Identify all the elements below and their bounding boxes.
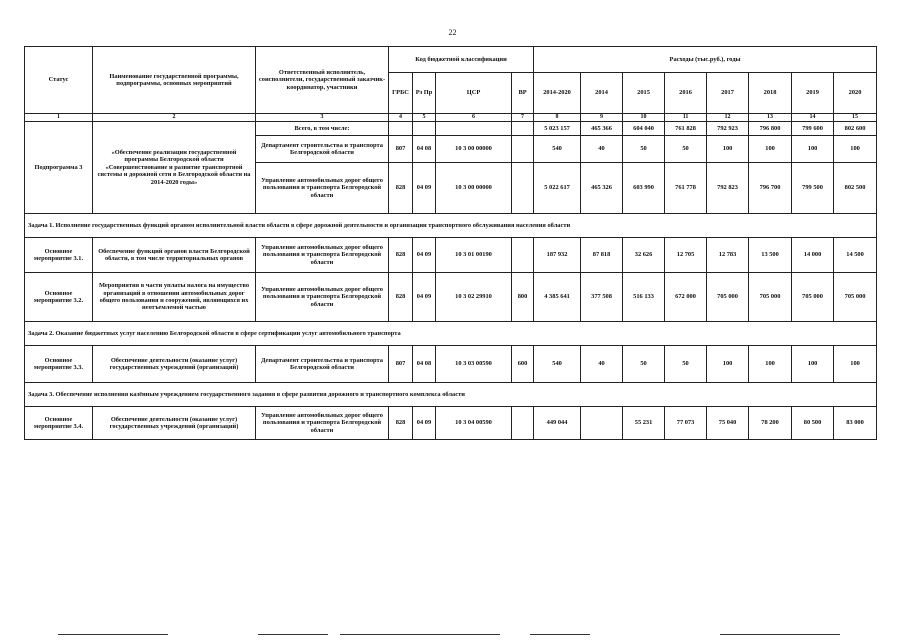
cell-amount: 50 (623, 136, 665, 163)
budget-table (24, 46, 877, 440)
row-name: Обеспечение деятельности (оказание услуг) государственных учреждений (организаций) (93, 346, 256, 383)
cell-amount: 799 600 (792, 122, 834, 136)
column-number: 2 (93, 114, 256, 122)
cell-amount: 672 000 (665, 273, 707, 322)
cell-csr: 10 3 00 00000 (436, 136, 512, 163)
cell-rzpr: 04 08 (413, 346, 436, 383)
cell-amount: 14 000 (792, 238, 834, 273)
cell-amount: 40 (581, 136, 623, 163)
cell-amount: 5 022 617 (534, 163, 581, 214)
column-number: 6 (436, 114, 512, 122)
cell-amount: 187 932 (534, 238, 581, 273)
cell-grbs: 807 (389, 346, 413, 383)
header-status: Статус (25, 47, 93, 114)
cell-amount: 100 (707, 136, 749, 163)
cell-vr (512, 407, 534, 440)
cell-amount: 100 (834, 136, 877, 163)
header-year: 2017 (707, 73, 749, 114)
cell-grbs: 828 (389, 407, 413, 440)
scan-line (58, 634, 168, 635)
row-executor: Всего, в том числе: (256, 122, 389, 136)
header-expenses: Расходы (тыс.руб.), годы (534, 47, 877, 73)
cell-amount: 14 500 (834, 238, 877, 273)
cell-vr (512, 136, 534, 163)
column-number: 14 (792, 114, 834, 122)
table-row (25, 273, 877, 322)
cell-amount: 603 990 (623, 163, 665, 214)
column-number: 8 (534, 114, 581, 122)
row-status: Основное мероприятие 3.1. (25, 238, 93, 273)
cell-amount: 100 (792, 346, 834, 383)
header-year: 2020 (834, 73, 877, 114)
task-3-title: Задача 3. Обеспечение исполнения казённым учреждением государственного задания в сфере развития дорожного и транспортного комплекса области (25, 383, 877, 407)
subprogram-name: «Обеспечение реализации государственной программы Белгородской области «Совершенствование и развитие транспортной системы и дорожной сети в Белгородской области на 2014-2020 годы» (93, 122, 256, 214)
cell-amount: 705 000 (792, 273, 834, 322)
cell-amount: 465 326 (581, 163, 623, 214)
cell-vr (512, 238, 534, 273)
cell-csr: 10 3 04 00590 (436, 407, 512, 440)
scan-line (258, 634, 328, 635)
cell-amount: 87 818 (581, 238, 623, 273)
cell-rzpr: 04 09 (413, 238, 436, 273)
cell-amount: 12 705 (665, 238, 707, 273)
footer-scan-lines (0, 634, 905, 638)
cell-amount: 377 508 (581, 273, 623, 322)
cell-vr (512, 122, 534, 136)
row-executor: Департамент строительства и транспорта Белгородской области (256, 136, 389, 163)
cell-rzpr: 04 08 (413, 136, 436, 163)
header-year: 2014 (581, 73, 623, 114)
header-rzpr: Рз Пр (413, 73, 436, 114)
scan-line (720, 634, 840, 635)
header-vr: ВР (512, 73, 534, 114)
cell-amount: 77 073 (665, 407, 707, 440)
cell-amount: 75 040 (707, 407, 749, 440)
task-row (25, 322, 877, 346)
column-number: 9 (581, 114, 623, 122)
task-row (25, 383, 877, 407)
cell-csr (436, 122, 512, 136)
table-row (25, 407, 877, 440)
task-2-title: Задача 2. Оказание бюджетных услуг населению Белгородской области в сфере сертификации услуг автомобильного транспорта (25, 322, 877, 346)
header-row (25, 47, 877, 73)
header-program-name: Наименование государственной программы, подпрограммы, основных мероприятий (93, 47, 256, 114)
cell-amount: 799 500 (792, 163, 834, 214)
cell-csr: 10 3 00 00000 (436, 163, 512, 214)
cell-amount: 100 (792, 136, 834, 163)
cell-vr (512, 163, 534, 214)
column-number: 11 (665, 114, 707, 122)
column-number-row (25, 114, 877, 122)
cell-amount: 12 783 (707, 238, 749, 273)
cell-amount: 100 (749, 136, 792, 163)
cell-amount: 792 823 (707, 163, 749, 214)
cell-rzpr: 04 09 (413, 407, 436, 440)
cell-amount: 540 (534, 136, 581, 163)
cell-vr: 600 (512, 346, 534, 383)
cell-amount: 83 000 (834, 407, 877, 440)
row-executor: Управление автомобильных дорог общего пользования и транспорта Белгородской области (256, 407, 389, 440)
cell-rzpr (413, 122, 436, 136)
cell-amount: 802 500 (834, 163, 877, 214)
row-name: Обеспечение деятельности (оказание услуг) государственных учреждений (организаций) (93, 407, 256, 440)
cell-amount: 540 (534, 346, 581, 383)
cell-amount: 796 800 (749, 122, 792, 136)
cell-amount: 516 133 (623, 273, 665, 322)
scan-line (530, 634, 590, 635)
column-number: 10 (623, 114, 665, 122)
header-year: 2016 (665, 73, 707, 114)
subprogram-status: Подпрограмма 3 (25, 122, 93, 214)
cell-amount: 50 (623, 346, 665, 383)
row-executor: Управление автомобильных дорог общего пользования и транспорта Белгородской области (256, 273, 389, 322)
cell-amount: 705 000 (749, 273, 792, 322)
cell-amount: 761 828 (665, 122, 707, 136)
cell-amount: 802 600 (834, 122, 877, 136)
cell-amount: 4 385 641 (534, 273, 581, 322)
column-number: 12 (707, 114, 749, 122)
page-number: 22 (448, 28, 457, 37)
row-name: Обеспечение функций органов власти Белгородской области, в том числе территориальных органов (93, 238, 256, 273)
row-status: Основное мероприятие 3.2. (25, 273, 93, 322)
cell-amount: 705 000 (707, 273, 749, 322)
column-number: 4 (389, 114, 413, 122)
cell-amount: 100 (834, 346, 877, 383)
cell-amount: 796 700 (749, 163, 792, 214)
cell-grbs: 828 (389, 238, 413, 273)
row-status: Основное мероприятие 3.3. (25, 346, 93, 383)
header-executor: Ответственный исполнитель, соисполнители, государственный заказчик-координатор, участники (256, 47, 389, 114)
cell-amount: 604 040 (623, 122, 665, 136)
cell-grbs: 807 (389, 136, 413, 163)
cell-amount: 50 (665, 346, 707, 383)
row-executor: Департамент строительства и транспорта Белгородской области (256, 346, 389, 383)
cell-amount: 100 (749, 346, 792, 383)
cell-amount: 449 044 (534, 407, 581, 440)
cell-amount: 465 366 (581, 122, 623, 136)
cell-csr: 10 3 01 00190 (436, 238, 512, 273)
cell-amount: 5 023 157 (534, 122, 581, 136)
row-name: Мероприятия в части уплаты налога на имущество организаций в отношении автомобильных дорог общего пользования и сооружений, являющихся их неотъемлемой частью (93, 273, 256, 322)
cell-amount: 55 231 (623, 407, 665, 440)
column-number: 7 (512, 114, 534, 122)
column-number: 3 (256, 114, 389, 122)
cell-amount: 80 500 (792, 407, 834, 440)
cell-grbs: 828 (389, 273, 413, 322)
row-executor: Управление автомобильных дорог общего пользования и транспорта Белгородской области (256, 238, 389, 273)
cell-rzpr: 04 09 (413, 163, 436, 214)
cell-amount: 32 626 (623, 238, 665, 273)
cell-csr: 10 3 03 00590 (436, 346, 512, 383)
header-csr: ЦСР (436, 73, 512, 114)
cell-amount: 100 (707, 346, 749, 383)
cell-grbs (389, 122, 413, 136)
cell-grbs: 828 (389, 163, 413, 214)
header-grbs: ГРБС (389, 73, 413, 114)
header-year: 2014-2020 (534, 73, 581, 114)
cell-amount: 78 200 (749, 407, 792, 440)
column-number: 15 (834, 114, 877, 122)
cell-amount (581, 407, 623, 440)
column-number: 5 (413, 114, 436, 122)
cell-amount: 761 778 (665, 163, 707, 214)
column-number: 1 (25, 114, 93, 122)
cell-amount: 13 500 (749, 238, 792, 273)
row-status: Основное мероприятие 3.4. (25, 407, 93, 440)
table-row (25, 122, 877, 136)
header-year: 2015 (623, 73, 665, 114)
table-row (25, 238, 877, 273)
cell-amount: 50 (665, 136, 707, 163)
row-executor: Управление автомобильных дорог общего пользования и транспорта Белгородской области (256, 163, 389, 214)
header-year: 2018 (749, 73, 792, 114)
column-number: 13 (749, 114, 792, 122)
table-row (25, 346, 877, 383)
cell-amount: 792 923 (707, 122, 749, 136)
cell-vr: 800 (512, 273, 534, 322)
cell-rzpr: 04 09 (413, 273, 436, 322)
header-year: 2019 (792, 73, 834, 114)
task-row (25, 214, 877, 238)
cell-amount: 705 000 (834, 273, 877, 322)
cell-csr: 10 3 02 29910 (436, 273, 512, 322)
task-1-title: Задача 1. Исполнение государственных функций органом исполнительной власти области в сфере дорожной деятельности и организации транспортного обслуживания населения области (25, 214, 877, 238)
scan-line (340, 634, 500, 635)
cell-amount: 40 (581, 346, 623, 383)
header-budget-code: Код бюджетной классификации (389, 47, 534, 73)
